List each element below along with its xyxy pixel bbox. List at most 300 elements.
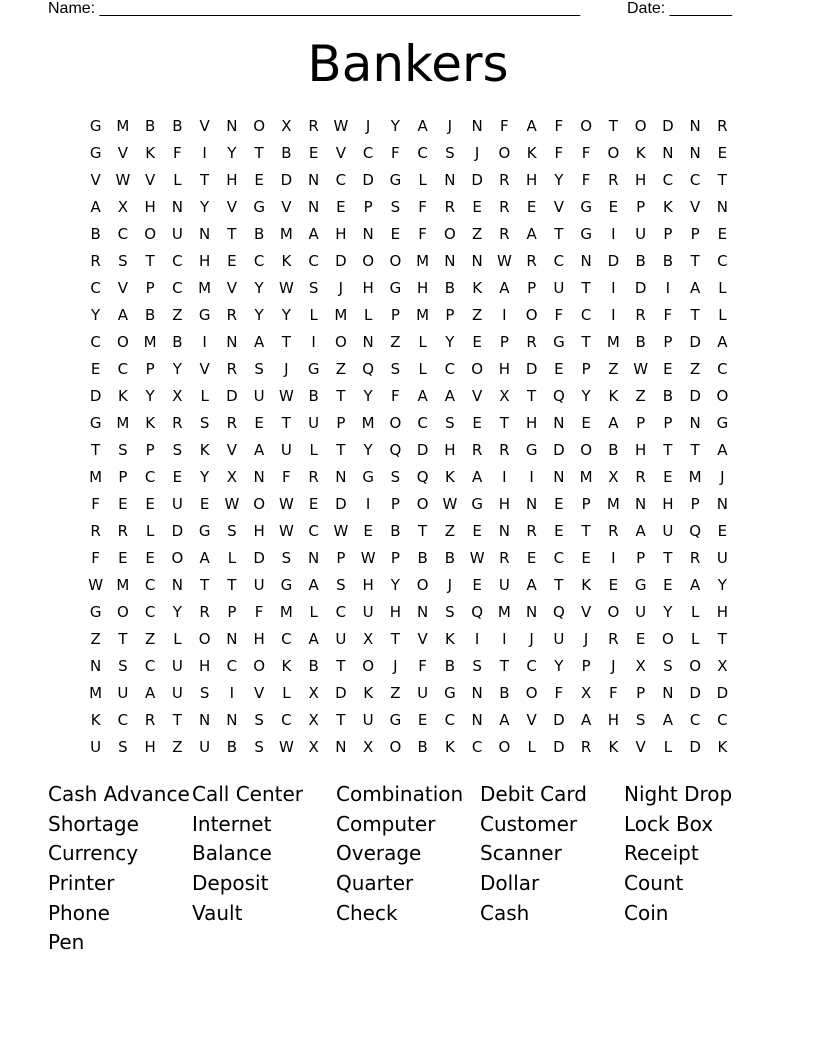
grid-letter: V (144, 170, 156, 189)
grid-letter: A (526, 575, 537, 594)
grid-letter: R (308, 116, 319, 135)
grid-letter: N (444, 170, 456, 189)
grid-letter: M (579, 467, 593, 486)
grid-letter: U (553, 278, 565, 297)
grid-letter: A (417, 386, 428, 405)
grid-letter: E (118, 548, 128, 567)
grid-letter: K (472, 278, 483, 297)
grid-row (82, 598, 736, 625)
grid-letter: Z (471, 224, 483, 243)
grid-letter: U (498, 575, 510, 594)
grid-letter: R (526, 332, 537, 351)
grid-letter: C (117, 224, 129, 243)
grid-letter: C (417, 143, 428, 162)
grid-letter: H (362, 575, 374, 594)
grid-letter: M (688, 467, 702, 486)
grid-letter: V (199, 116, 210, 135)
grid-letter: U (253, 575, 265, 594)
grid-letter: M (143, 332, 157, 351)
grid-letter: O (607, 143, 620, 162)
word-list-item: Shortage (48, 811, 139, 836)
grid-letter: T (581, 332, 591, 351)
grid-letter: K (281, 656, 292, 675)
grid-letter: C (580, 305, 592, 324)
grid-letter: B (499, 683, 510, 702)
grid-letter: C (444, 359, 456, 378)
grid-letter: B (308, 656, 319, 675)
grid-letter: U (117, 683, 129, 702)
grid-letter: R (226, 305, 238, 324)
grid-letter: K (444, 737, 455, 756)
grid-letter: S (227, 521, 237, 540)
grid-letter: J (529, 629, 534, 648)
grid-letter: S (118, 656, 128, 675)
grid-row (82, 436, 736, 463)
grid-letter: B (172, 116, 183, 135)
grid-letter: D (553, 710, 565, 729)
grid-letter: A (417, 116, 428, 135)
grid-letter: X (608, 467, 619, 486)
grid-letter: S (663, 656, 673, 675)
grid-letter: C (553, 548, 565, 567)
grid-letter: Z (608, 359, 619, 378)
grid-letter: M (116, 413, 130, 432)
grid-letter: G (198, 305, 211, 324)
grid-letter: Y (390, 575, 400, 594)
grid-letter: S (308, 278, 319, 297)
page-title: Bankers (307, 35, 509, 93)
grid-letter: O (525, 683, 538, 702)
grid-letter: W (278, 278, 294, 297)
grid-letter: V (335, 143, 346, 162)
grid-letter: D (335, 251, 347, 270)
grid-letter: L (418, 170, 427, 189)
grid-letter: G (444, 683, 456, 702)
grid-letter: P (118, 467, 128, 486)
grid-letter: X (308, 710, 319, 729)
grid-letter: Y (554, 656, 564, 675)
grid-letter: P (581, 359, 591, 378)
grid-letter: P (336, 548, 346, 567)
grid-letter: O (498, 737, 511, 756)
grid-letter: X (308, 683, 319, 702)
word-list-item: Scanner (480, 841, 562, 866)
grid-letter: R (499, 197, 510, 216)
grid-letter: X (499, 386, 510, 405)
grid-letter: Z (689, 359, 701, 378)
grid-letter: D (525, 359, 538, 378)
grid-letter: M (116, 116, 130, 135)
grid-letter: N (444, 251, 456, 270)
grid-letter: F (554, 116, 564, 135)
word-list-item: Coin (624, 900, 669, 925)
grid-letter: N (662, 683, 674, 702)
grid-letter: Z (444, 521, 456, 540)
word-list-item: Lock Box (624, 811, 714, 836)
grid-letter: R (499, 548, 510, 567)
grid-letter: T (581, 521, 591, 540)
grid-letter: C (689, 710, 701, 729)
grid-row (82, 193, 736, 220)
grid-letter: O (171, 548, 184, 567)
grid-row (82, 112, 736, 139)
grid-letter: S (445, 143, 455, 162)
grid-letter: N (308, 548, 320, 567)
grid-letter: A (308, 629, 319, 648)
grid-letter: W (278, 386, 294, 405)
grid-letter: G (307, 359, 320, 378)
grid-letter: P (145, 278, 155, 297)
grid-letter: T (118, 629, 128, 648)
grid-row (82, 652, 736, 679)
grid-row (82, 409, 736, 436)
grid-letter: C (335, 602, 347, 621)
grid-letter: T (200, 170, 210, 189)
grid-letter: B (172, 332, 183, 351)
grid-letter: V (253, 683, 265, 702)
grid-letter: N (689, 413, 701, 432)
grid-letter: T (581, 278, 591, 297)
grid-letter: B (444, 656, 456, 675)
grid-letter: A (635, 521, 646, 540)
grid-letter: N (662, 143, 674, 162)
grid-letter: U (553, 629, 565, 648)
grid-letter: D (689, 386, 701, 405)
grid-letter: D (607, 251, 620, 270)
grid-letter: R (444, 197, 456, 216)
grid-letter: E (663, 467, 673, 486)
grid-letter: M (606, 494, 620, 513)
grid-letter: O (389, 737, 402, 756)
grid-row (82, 679, 736, 706)
grid-letter: C (717, 710, 728, 729)
grid-letter: J (583, 629, 589, 648)
grid-letter: A (499, 278, 510, 297)
grid-letter: Z (90, 629, 101, 648)
grid-letter: Z (635, 386, 646, 405)
grid-letter: D (471, 170, 483, 189)
grid-letter: F (554, 305, 564, 324)
grid-letter: N (308, 170, 320, 189)
grid-letter: T (717, 629, 727, 648)
grid-letter: U (362, 710, 374, 729)
grid-letter: C (144, 467, 156, 486)
grid-letter: H (198, 656, 211, 675)
grid-letter: F (500, 116, 509, 135)
grid-letter: C (144, 575, 156, 594)
grid-letter: Y (581, 386, 591, 405)
grid-letter: V (580, 602, 592, 621)
grid-letter: T (336, 440, 346, 459)
grid-letter: X (172, 386, 183, 405)
grid-letter: R (526, 521, 537, 540)
grid-letter: P (636, 548, 646, 567)
grid-letter: T (254, 143, 264, 162)
grid-letter: J (447, 575, 453, 594)
grid-row (82, 517, 736, 544)
grid-row (82, 706, 736, 733)
grid-letter: F (91, 548, 100, 567)
word-list-item: Vault (192, 900, 243, 925)
grid-letter: D (553, 737, 565, 756)
grid-letter: Y (717, 575, 727, 594)
grid-letter: R (499, 224, 510, 243)
grid-letter: P (363, 197, 373, 216)
grid-letter: Y (254, 278, 264, 297)
grid-letter: E (663, 359, 673, 378)
grid-letter: E (172, 467, 183, 486)
grid-letter: T (145, 251, 155, 270)
grid-letter: C (689, 170, 701, 189)
grid-letter: X (717, 656, 728, 675)
grid-letter: S (199, 683, 210, 702)
grid-letter: D (689, 683, 701, 702)
grid-letter: Y (390, 116, 400, 135)
grid-letter: U (335, 629, 347, 648)
grid-letter: Y (554, 170, 564, 189)
grid-letter: W (469, 548, 485, 567)
grid-letter: W (442, 494, 458, 513)
grid-letter: B (90, 224, 101, 243)
grid-letter: P (390, 548, 400, 567)
grid-letter: K (662, 197, 673, 216)
grid-letter: O (498, 143, 511, 162)
grid-letter: K (117, 386, 128, 405)
grid-letter: I (202, 143, 207, 162)
grid-letter: N (171, 197, 183, 216)
grid-letter: P (390, 494, 400, 513)
grid-letter: U (253, 386, 265, 405)
grid-letter: N (689, 116, 701, 135)
grid-letter: F (91, 494, 100, 513)
grid-letter: C (362, 143, 374, 162)
grid-letter: B (662, 386, 674, 405)
grid-letter: C (172, 278, 183, 297)
grid-letter: H (253, 521, 265, 540)
grid-letter: T (499, 413, 509, 432)
grid-letter: S (254, 737, 264, 756)
grid-letter: P (445, 305, 455, 324)
grid-letter: R (172, 413, 183, 432)
grid-letter: W (278, 494, 294, 513)
grid-letter: R (471, 440, 483, 459)
grid-letter: I (611, 305, 616, 324)
grid-row (82, 166, 736, 193)
grid-letter: O (253, 494, 266, 513)
grid-letter: N (335, 467, 347, 486)
grid-letter: Y (91, 305, 101, 324)
grid-letter: E (417, 710, 428, 729)
grid-letter: K (199, 440, 210, 459)
grid-letter: C (308, 251, 319, 270)
word-list-item: Balance (192, 841, 272, 866)
grid-letter: D (253, 548, 265, 567)
grid-letter: F (254, 602, 264, 621)
grid-letter: N (199, 224, 211, 243)
grid-letter: K (444, 467, 455, 486)
grid-letter: Z (390, 683, 401, 702)
grid-letter: D (335, 494, 347, 513)
grid-letter: E (118, 494, 128, 513)
grid-letter: R (499, 170, 510, 189)
grid-letter: R (90, 521, 101, 540)
grid-letter: T (200, 575, 210, 594)
grid-letter: G (280, 575, 293, 594)
grid-letter: N (689, 143, 701, 162)
grid-letter: Y (445, 332, 455, 351)
grid-letter: Q (471, 602, 484, 621)
grid-letter: D (171, 521, 184, 540)
grid-letter: C (281, 710, 292, 729)
grid-letter: D (226, 386, 238, 405)
grid-letter: Y (172, 602, 182, 621)
grid-letter: P (336, 413, 346, 432)
word-list-item: Pen (48, 930, 85, 955)
grid-letter: N (553, 413, 565, 432)
grid-row (82, 139, 736, 166)
grid-letter: S (254, 710, 264, 729)
grid-letter: B (635, 251, 646, 270)
grid-letter: Q (552, 602, 565, 621)
grid-letter: C (335, 170, 347, 189)
grid-letter: H (198, 251, 211, 270)
grid-letter: U (716, 548, 728, 567)
grid-letter: E (472, 332, 482, 351)
grid-letter: G (525, 440, 538, 459)
grid-letter: U (171, 224, 183, 243)
grid-letter: B (253, 224, 265, 243)
grid-letter: N (526, 602, 538, 621)
grid-letter: T (336, 386, 346, 405)
grid-letter: L (718, 305, 727, 324)
grid-letter: C (471, 737, 483, 756)
grid-letter: M (361, 413, 375, 432)
grid-letter: Y (227, 143, 237, 162)
grid-letter: O (716, 386, 729, 405)
header-line (48, 0, 748, 20)
grid-letter: F (581, 143, 591, 162)
grid-letter: M (606, 332, 620, 351)
grid-row (82, 220, 736, 247)
grid-letter: B (144, 305, 156, 324)
grid-letter: R (308, 467, 319, 486)
grid-letter: C (717, 251, 728, 270)
grid-letter: K (145, 143, 156, 162)
grid-letter: U (171, 494, 183, 513)
grid-letter: C (526, 656, 537, 675)
grid-letter: R (689, 548, 701, 567)
grid-letter: J (447, 116, 453, 135)
grid-letter: X (226, 467, 238, 486)
grid-letter: D (634, 278, 647, 297)
grid-letter: S (118, 251, 128, 270)
word-list-item: Printer (48, 871, 115, 896)
grid-letter: K (526, 143, 537, 162)
grid-letter: L (418, 359, 427, 378)
grid-letter: G (716, 413, 729, 432)
grid-letter: L (173, 170, 182, 189)
grid-letter: Q (552, 386, 565, 405)
grid-letter: W (88, 575, 104, 594)
grid-letter: C (172, 251, 183, 270)
grid-letter: H (389, 602, 402, 621)
grid-letter: W (278, 737, 294, 756)
grid-letter: V (553, 197, 564, 216)
grid-letter: Y (254, 305, 264, 324)
grid-letter: Z (172, 737, 183, 756)
grid-letter: E (472, 413, 482, 432)
grid-letter: S (390, 197, 401, 216)
grid-letter: K (145, 413, 156, 432)
grid-letter: V (526, 710, 537, 729)
grid-letter: V (90, 170, 101, 189)
grid-letter: B (417, 737, 428, 756)
grid-letter: A (308, 224, 319, 243)
grid-letter: O (116, 332, 129, 351)
grid-letter: K (608, 386, 619, 405)
grid-letter: H (662, 494, 674, 513)
grid-letter: R (526, 251, 537, 270)
grid-letter: K (281, 251, 292, 270)
word-list-item: Check (336, 900, 398, 925)
grid-letter: P (690, 224, 700, 243)
grid-letter: U (171, 683, 183, 702)
grid-letter: N (253, 467, 265, 486)
grid-letter: N (716, 197, 728, 216)
grid-letter: E (608, 197, 619, 216)
grid-letter: T (527, 386, 537, 405)
grid-letter: V (117, 278, 128, 297)
grid-letter: D (335, 683, 347, 702)
grid-letter: I (502, 467, 507, 486)
grid-letter: S (281, 548, 292, 567)
grid-letter: H (144, 737, 156, 756)
grid-letter: P (636, 683, 646, 702)
grid-letter: G (89, 116, 102, 135)
grid-letter: T (690, 440, 700, 459)
grid-letter: W (333, 116, 349, 135)
grid-letter: L (309, 602, 318, 621)
grid-letter: K (581, 575, 592, 594)
grid-letter: R (608, 170, 619, 189)
grid-letter: L (418, 332, 427, 351)
grid-letter: E (526, 548, 537, 567)
grid-letter: O (389, 251, 402, 270)
letter-grid (82, 112, 736, 760)
grid-letter: L (718, 278, 727, 297)
grid-letter: T (281, 332, 291, 351)
grid-letter: T (227, 224, 237, 243)
grid-letter: V (226, 440, 237, 459)
grid-letter: X (117, 197, 129, 216)
grid-row (82, 301, 736, 328)
grid-letter: L (663, 737, 673, 756)
grid-letter: G (362, 467, 374, 486)
grid-letter: V (635, 737, 646, 756)
grid-letter: E (581, 548, 591, 567)
grid-letter: C (117, 359, 129, 378)
grid-letter: U (280, 440, 292, 459)
word-list-item: Currency (48, 841, 139, 866)
grid-letter: U (635, 224, 647, 243)
grid-letter: M (334, 305, 348, 324)
word-list-item: Deposit (192, 871, 269, 896)
grid-letter: N (308, 197, 320, 216)
grid-letter: N (580, 251, 592, 270)
word-list-item: Call Center (192, 782, 304, 806)
grid-letter: P (227, 602, 237, 621)
grid-letter: B (308, 386, 319, 405)
